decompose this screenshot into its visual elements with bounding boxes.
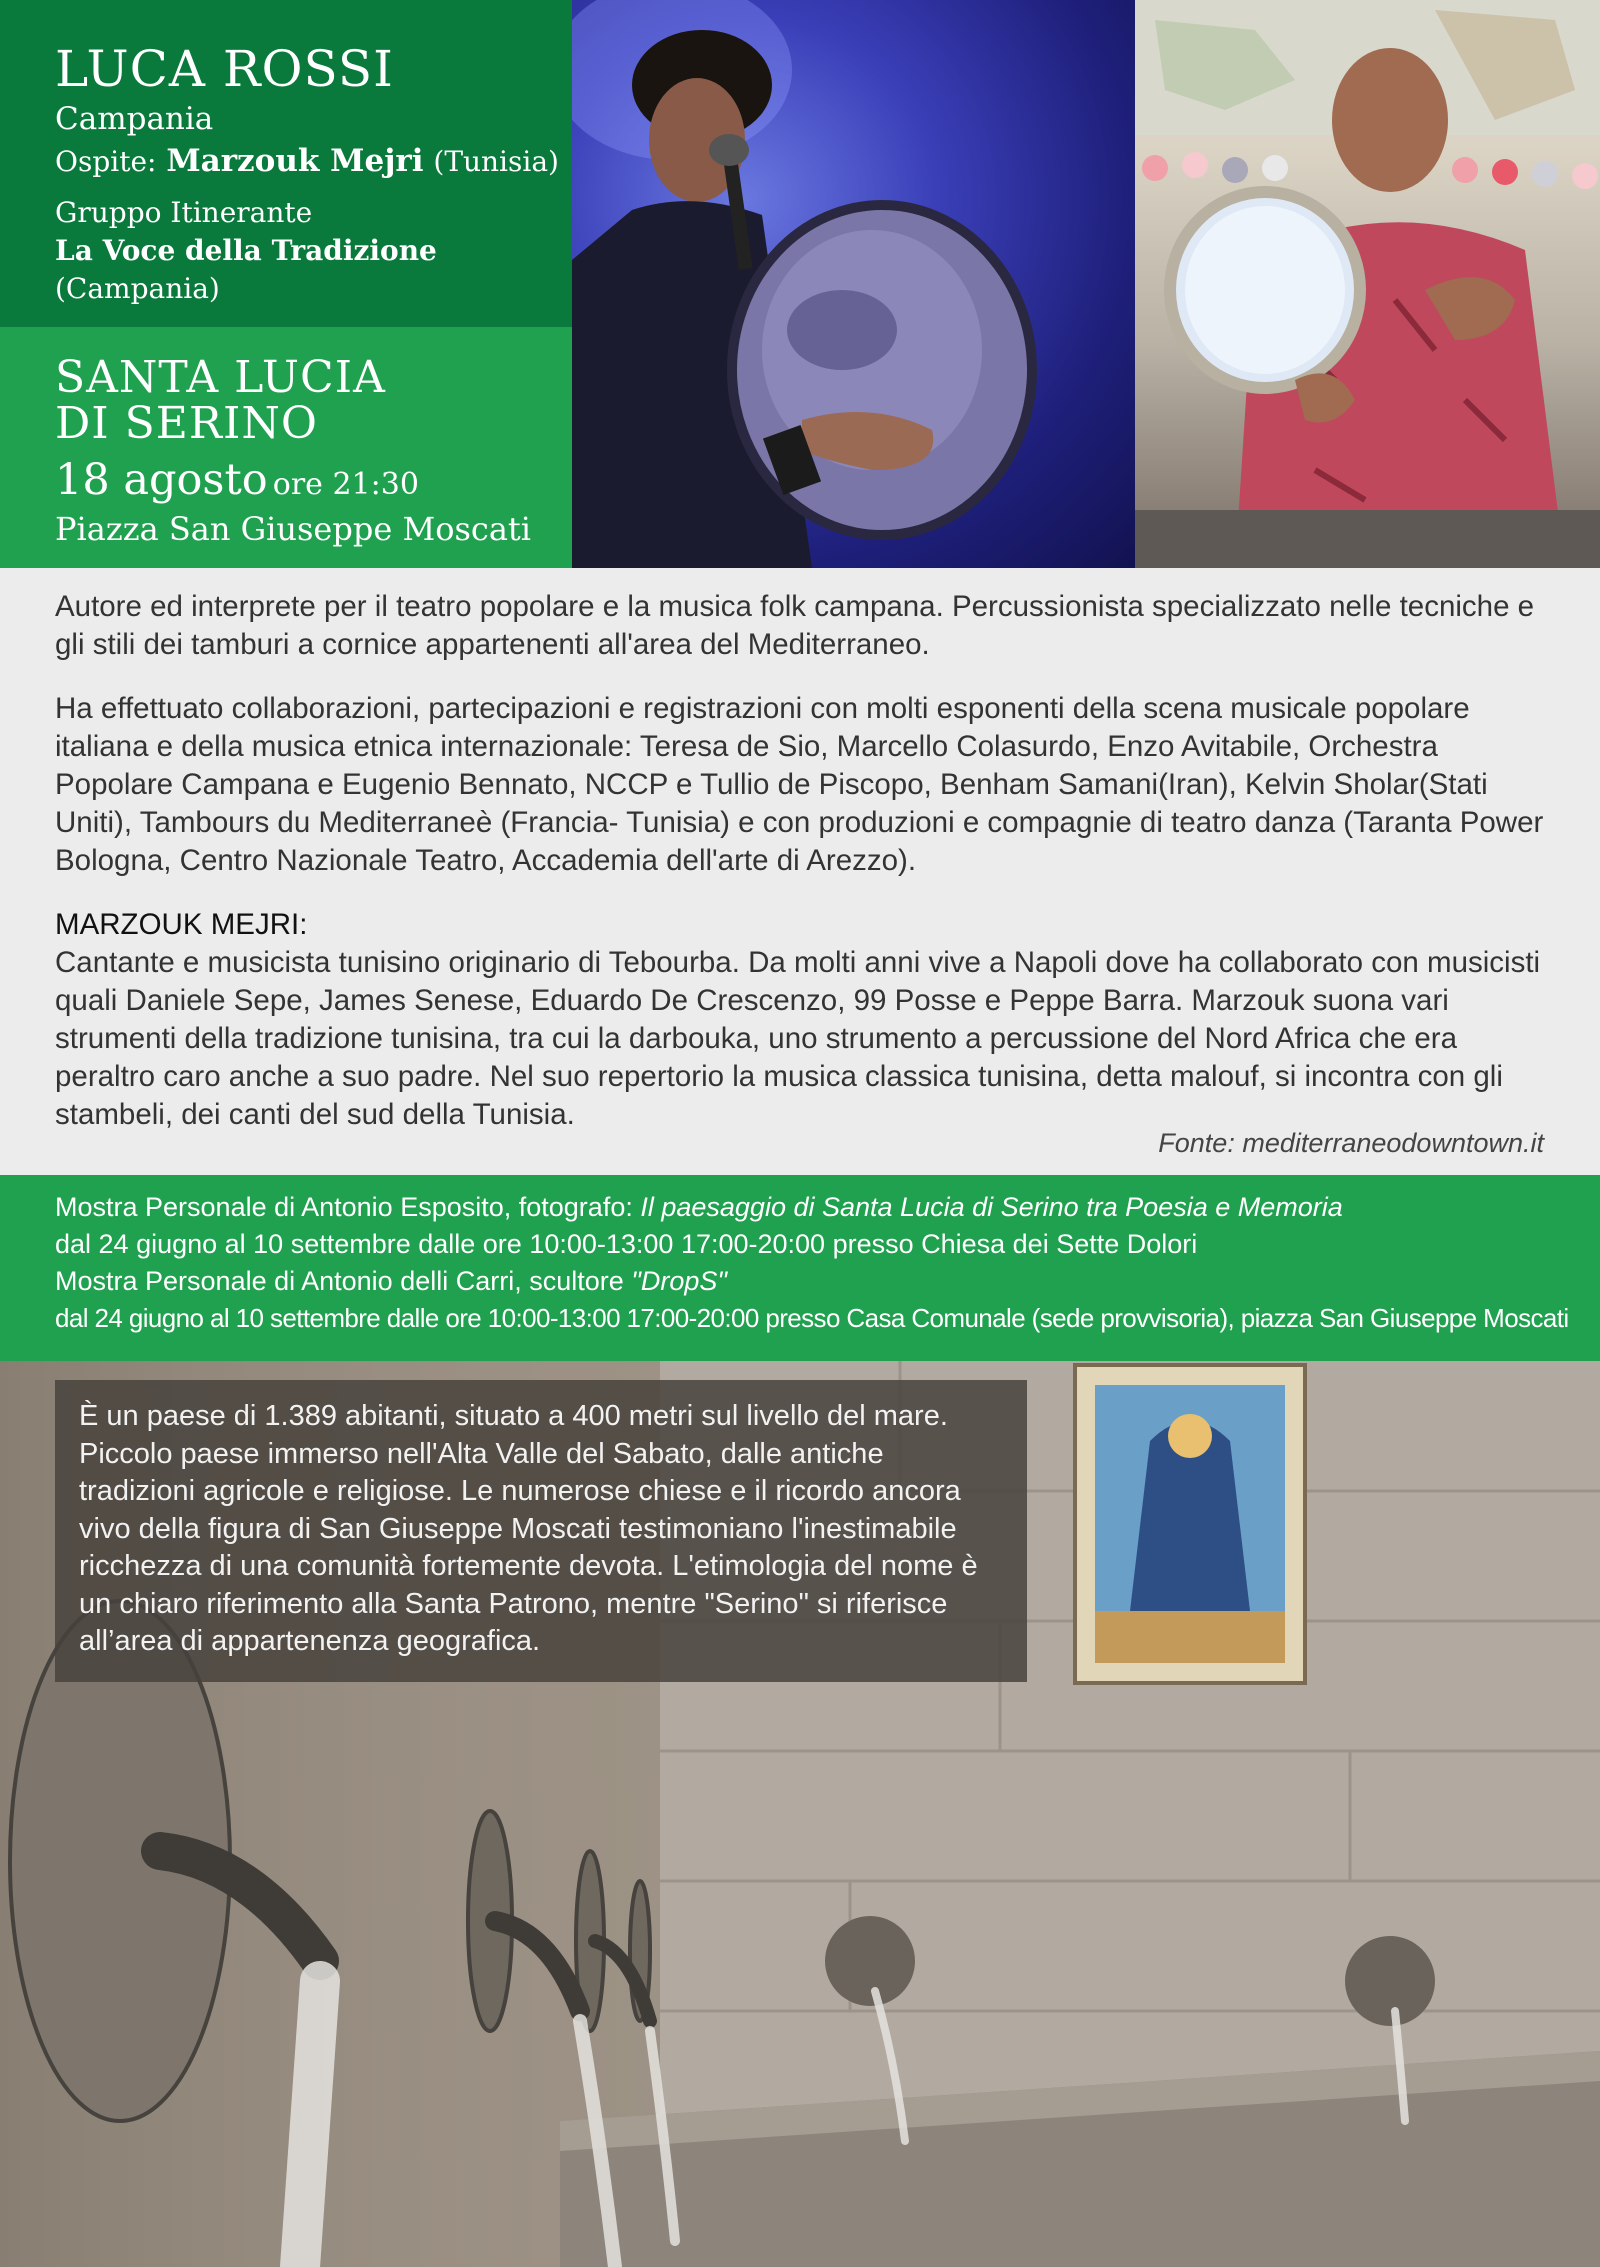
- exhibition-1-schedule: dal 24 giugno al 10 settembre dalle ore 10:00-13:00 17:00-20:00 presso Chiesa dei Sette Dolori: [55, 1229, 1198, 1259]
- biography: [55, 588, 1555, 1160]
- event-date: 18 agosto: [55, 455, 268, 505]
- exhibition-1-name: Il paesaggio di Santa Lucia di Serino tra Poesia e Memoria: [640, 1192, 1343, 1222]
- performer-photo: [572, 0, 1135, 568]
- event-time: ore 21:30: [272, 467, 419, 502]
- guest-photo: [1135, 0, 1600, 568]
- artist-region: Campania: [55, 101, 214, 137]
- performer-illustration: [572, 0, 1135, 568]
- guest-bio: Cantante e musicista tunisino originario di Tebourba. Da molti anni vive a Napoli dove ha collaborato con musicisti quali Daniele Sepe, James Senese, Eduardo De Crescenzo, 99 Posse e Peppe Barra. Marzouk suona vari strumenti della tradizione tunisina, tra cui la darbouka, uno strumento a percussione del Nord Africa che era peraltro caro anche a suo padre. Nel suo repertorio la musica classica tunisina, detta malouf, si incontra con gli stambeli, dei canti del sud della Tunisia.: [55, 946, 1541, 1131]
- artist-panel: [0, 0, 572, 327]
- bio-paragraph-1: Autore ed interprete per il teatro popolare e la musica folk campana. Percussionista specializzato nelle tecniche e gli stili dei tamburi a cornice appartenenti all'area del Mediterraneo.: [55, 590, 1535, 661]
- guest-line: [55, 140, 572, 182]
- date-row: [55, 455, 572, 505]
- source-credit: Fonte: mediterraneodowntown.it: [1158, 1128, 1544, 1158]
- group-label: Gruppo Itinerante: [55, 196, 313, 229]
- bio-paragraph-2: Ha effettuato collaborazioni, partecipazioni e registrazioni con molti esponenti della scena musicale popolare italiana e della musica etnica internazionale: Teresa de Sio, Marcello Colasurdo, Enzo Avitabile, Orchestra Popolare Campana e Eugenio Bennato, NCCP e Tullio de Piscopo, Benham Samani(Iran), Kelvin Sholar(Stati Uniti), Tambours du Mediterraneè (Francia- Tunisia) e con produzioni e compagnie di teatro danza (Taranta Power Bologna, Centro Nazionale Teatro, Accademia dell'arte di Arezzo).: [55, 692, 1544, 877]
- place-line-2: DI SERINO: [55, 398, 318, 449]
- guest-heading: MARZOUK MEJRI:: [55, 908, 308, 941]
- event-panel: [0, 327, 572, 568]
- event-square: Piazza San Giuseppe Moscati: [55, 510, 531, 548]
- exhibitions-band: [0, 1175, 1600, 1361]
- town-text: È un paese di 1.389 abitanti, situato a 400 metri sul livello del mare. Piccolo paese immerso nell'Alta Valle del Sabato, dalle antiche tradizioni agricole e religiose. Le numerose chiese e il ricordo ancora vivo della figura di San Giuseppe Moscati testimoniano l'inestimabile ricchezza di una comunità fortemente devota. L'etimologia del nome è un chiaro riferimento alla Santa Patrono, mentre "Serino" si riferisce all’area di appartenenza geografica.: [79, 1400, 978, 1657]
- exhibition-1-prefix: Mostra Personale di Antonio Esposito, fotografo:: [55, 1192, 641, 1222]
- guest-country: (Tunisia): [433, 145, 559, 178]
- exhibition-2-title: [55, 1263, 1600, 1300]
- town-description: [55, 1380, 1027, 1682]
- icon-painting: [1075, 1365, 1305, 1683]
- group-name: La Voce della Tradizione: [55, 234, 437, 267]
- group-region: (Campania): [55, 272, 220, 305]
- artist-name: LUCA ROSSI: [55, 40, 394, 98]
- place-line-1: SANTA LUCIA: [55, 352, 386, 403]
- exhibition-2-schedule: dal 24 giugno al 10 settembre dalle ore 10:00-13:00 17:00-20:00 presso Casa Comunale (sede provvisoria), piazza San Giuseppe Moscati: [55, 1303, 1569, 1333]
- guest-name: Marzouk Mejri: [166, 143, 424, 179]
- guest-illustration: [1135, 0, 1600, 568]
- exhibition-2-name: "DropS": [631, 1266, 727, 1296]
- exhibition-2-prefix: Mostra Personale di Antonio delli Carri, scultore: [55, 1266, 632, 1296]
- guest-prefix: Ospite:: [55, 145, 157, 178]
- header: [0, 0, 1600, 568]
- exhibition-1-title: [55, 1189, 1600, 1226]
